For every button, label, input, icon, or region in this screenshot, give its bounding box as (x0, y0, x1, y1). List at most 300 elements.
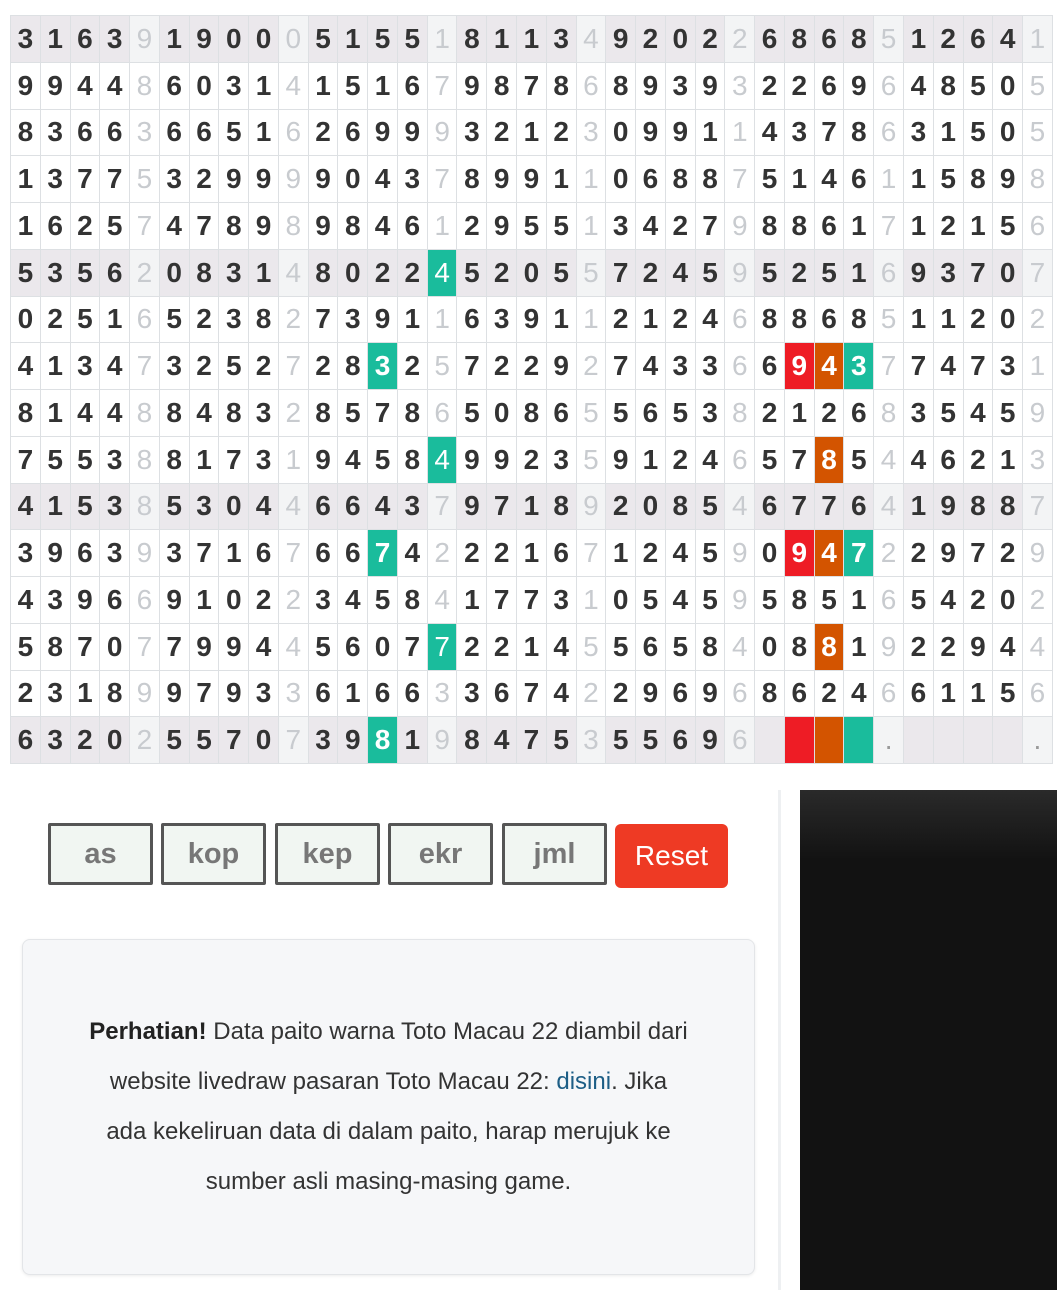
grid-cell: 0 (189, 62, 219, 109)
grid-cell: 5 (844, 436, 874, 483)
grid-cell: 5 (70, 249, 100, 296)
grid-cell: 7 (427, 156, 457, 203)
filter-kop-input[interactable] (161, 823, 266, 885)
grid-cell: 9 (189, 623, 219, 670)
grid-cell: 1 (903, 483, 933, 530)
grid-cell: 8 (963, 483, 993, 530)
grid-cell: 0 (338, 156, 368, 203)
grid-cell: 3 (606, 203, 636, 250)
grid-cell: 9 (933, 530, 963, 577)
grid-cell: 5 (70, 296, 100, 343)
grid-cell: 7 (159, 623, 189, 670)
grid-cell: 1 (844, 203, 874, 250)
grid-cell: 5 (636, 717, 666, 764)
grid-cell: 6 (874, 577, 904, 624)
grid-cell: 5 (963, 62, 993, 109)
grid-cell: 3 (40, 670, 70, 717)
grid-cell: 5 (159, 296, 189, 343)
grid-cell: 1 (903, 16, 933, 63)
grid-cell: 7 (1023, 249, 1053, 296)
grid-cell: 6 (70, 530, 100, 577)
grid-row (11, 436, 1053, 483)
grid-cell: 4 (11, 343, 41, 390)
grid-cell: 4 (695, 436, 725, 483)
grid-cell: 2 (755, 390, 785, 437)
grid-cell: 0 (665, 16, 695, 63)
grid-cell: 9 (368, 109, 398, 156)
grid-cell: 6 (755, 16, 785, 63)
grid-cell: 8 (517, 390, 547, 437)
grid-cell: 2 (130, 249, 160, 296)
grid-cell: 3 (397, 156, 427, 203)
grid-cell: 1 (249, 62, 279, 109)
grid-cell: 2 (963, 296, 993, 343)
grid-cell: 7 (874, 203, 904, 250)
grid-cell: 9 (993, 156, 1023, 203)
grid-cell: 3 (70, 343, 100, 390)
grid-cell: 7 (814, 483, 844, 530)
grid-cell: 4 (427, 577, 457, 624)
grid-cell: 3 (130, 109, 160, 156)
grid-cell: 3 (189, 483, 219, 530)
grid-cell: 5 (219, 109, 249, 156)
grid-cell: 6 (159, 62, 189, 109)
notice-text-1: Data paito warna Toto Macau 22 diambil dari website livedraw pasaran Toto Macau 22: (109, 1018, 688, 1095)
grid-cell: 9 (636, 670, 666, 717)
grid-cell: 6 (814, 62, 844, 109)
grid-cell: 1 (903, 203, 933, 250)
grid-cell: 2 (546, 109, 576, 156)
grid-cell: 7 (189, 670, 219, 717)
filter-as-input[interactable] (48, 823, 153, 885)
grid-cell: 2 (903, 530, 933, 577)
grid-cell: 2 (189, 343, 219, 390)
grid-cell: 8 (993, 483, 1023, 530)
grid-cell: 2 (695, 16, 725, 63)
grid-cell: 0 (368, 623, 398, 670)
grid-cell: 1 (397, 296, 427, 343)
grid-cell: 7 (784, 483, 814, 530)
grid-cell: 6 (814, 16, 844, 63)
grid-cell: 3 (546, 16, 576, 63)
grid-cell: 1 (457, 577, 487, 624)
grid-cell: 9 (725, 203, 755, 250)
grid-cell: 4 (695, 296, 725, 343)
grid-cell: 6 (308, 670, 338, 717)
grid-cell: 7 (427, 623, 457, 670)
grid-cell: 3 (100, 16, 130, 63)
grid-cell: 7 (278, 717, 308, 764)
grid-cell: 5 (457, 390, 487, 437)
grid-cell: 4 (814, 156, 844, 203)
grid-cell: 5 (933, 156, 963, 203)
grid-cell: 6 (368, 670, 398, 717)
grid-cell: 9 (725, 530, 755, 577)
grid-cell: 5 (457, 249, 487, 296)
grid-row (11, 156, 1053, 203)
grid-cell: 5 (903, 577, 933, 624)
grid-cell: 6 (189, 109, 219, 156)
grid-cell: 0 (517, 249, 547, 296)
grid-cell: 9 (665, 109, 695, 156)
grid-cell: 5 (70, 483, 100, 530)
grid-cell: 6 (725, 436, 755, 483)
grid-cell: 6 (844, 156, 874, 203)
grid-cell: 8 (784, 577, 814, 624)
grid-cell: 2 (606, 296, 636, 343)
grid-cell: 6 (755, 483, 785, 530)
grid-cell: 9 (249, 203, 279, 250)
grid-cell: 8 (130, 390, 160, 437)
grid-cell: 3 (249, 670, 279, 717)
grid-cell: 2 (963, 436, 993, 483)
grid-cell: 4 (11, 483, 41, 530)
grid-cell: 8 (546, 62, 576, 109)
grid-row (11, 109, 1053, 156)
grid-cell: 9 (874, 623, 904, 670)
grid-cell: 8 (606, 62, 636, 109)
grid-cell: 2 (457, 530, 487, 577)
grid-cell: 8 (546, 483, 576, 530)
grid-cell: 3 (249, 390, 279, 437)
grid-cell: 5 (159, 717, 189, 764)
grid-cell: 7 (784, 436, 814, 483)
grid-cell: 3 (100, 436, 130, 483)
grid-cell: 1 (963, 203, 993, 250)
grid-cell: 7 (1023, 483, 1053, 530)
grid-cell: 5 (368, 577, 398, 624)
grid-cell: 5 (993, 390, 1023, 437)
grid-cell: 5 (338, 62, 368, 109)
grid-cell: 7 (219, 436, 249, 483)
grid-cell: 3 (427, 670, 457, 717)
grid-cell: 4 (963, 390, 993, 437)
grid-cell: 8 (457, 156, 487, 203)
grid-cell: 3 (40, 717, 70, 764)
source-link[interactable]: disini (556, 1068, 612, 1095)
grid-cell: 6 (636, 390, 666, 437)
grid-cell: 8 (397, 577, 427, 624)
grid-cell: 4 (427, 249, 457, 296)
grid-cell (963, 717, 993, 764)
grid-cell: 6 (130, 577, 160, 624)
grid-cell: 6 (874, 670, 904, 717)
grid-cell: 1 (725, 109, 755, 156)
grid-cell (844, 717, 874, 764)
grid-cell: 6 (874, 249, 904, 296)
grid-cell: 1 (517, 530, 547, 577)
grid-cell: 5 (1023, 62, 1053, 109)
grid-cell: 7 (70, 156, 100, 203)
grid-cell: 8 (100, 670, 130, 717)
grid-cell: 1 (636, 296, 666, 343)
grid-cell: 3 (487, 296, 517, 343)
grid-cell: 9 (130, 670, 160, 717)
grid-cell: 3 (159, 156, 189, 203)
filter-kep-input[interactable] (275, 823, 380, 885)
grid-cell: 6 (844, 390, 874, 437)
grid-cell: 4 (427, 436, 457, 483)
grid-cell: 0 (755, 623, 785, 670)
grid-cell: 3 (903, 390, 933, 437)
grid-cell: 7 (874, 343, 904, 390)
grid-cell: 1 (249, 249, 279, 296)
grid-cell: 0 (100, 717, 130, 764)
grid-cell: 5 (11, 249, 41, 296)
grid-cell: 2 (933, 16, 963, 63)
grid-cell: 6 (903, 670, 933, 717)
grid-cell: 2 (397, 343, 427, 390)
grid-cell: 4 (844, 670, 874, 717)
grid-cell: 5 (606, 390, 636, 437)
grid-cell: 4 (665, 249, 695, 296)
grid-cell: 8 (784, 203, 814, 250)
grid-cell (933, 717, 963, 764)
grid-cell: 0 (606, 109, 636, 156)
grid-cell: 4 (338, 577, 368, 624)
grid-cell: 1 (338, 670, 368, 717)
grid-cell: 3 (40, 577, 70, 624)
grid-cell: 6 (70, 16, 100, 63)
grid-cell: 3 (308, 577, 338, 624)
grid-cell: 8 (338, 343, 368, 390)
grid-cell: 2 (636, 16, 666, 63)
grid-cell: 3 (100, 483, 130, 530)
grid-cell (814, 717, 844, 764)
grid-cell: 6 (338, 530, 368, 577)
grid-cell: 8 (457, 717, 487, 764)
grid-cell: 9 (606, 16, 636, 63)
grid-cell: 3 (665, 343, 695, 390)
grid-cell: 8 (1023, 156, 1053, 203)
grid-cell: 4 (368, 156, 398, 203)
grid-cell: 5 (993, 670, 1023, 717)
grid-cell: 1 (189, 436, 219, 483)
grid-cell: 2 (963, 577, 993, 624)
grid-cell: 4 (159, 203, 189, 250)
grid-cell: 6 (755, 343, 785, 390)
grid-cell: 2 (11, 670, 41, 717)
grid-cell: 6 (70, 109, 100, 156)
grid-cell: 6 (100, 577, 130, 624)
grid-cell: 8 (130, 483, 160, 530)
grid-cell: 5 (695, 483, 725, 530)
grid-cell: 5 (874, 296, 904, 343)
grid-cell: 8 (695, 623, 725, 670)
grid-cell: 9 (457, 436, 487, 483)
grid-cell: 1 (40, 483, 70, 530)
grid-cell: 2 (278, 390, 308, 437)
grid-cell: 5 (695, 577, 725, 624)
grid-cell: 8 (755, 203, 785, 250)
grid-cell: 0 (993, 577, 1023, 624)
grid-cell: 3 (933, 249, 963, 296)
grid-cell: 8 (784, 16, 814, 63)
grid-cell: 8 (665, 156, 695, 203)
grid-cell: 4 (636, 343, 666, 390)
grid-cell: 5 (665, 390, 695, 437)
grid-cell: 3 (695, 343, 725, 390)
filter-ekr-input[interactable] (388, 823, 493, 885)
grid-cell: 3 (338, 296, 368, 343)
grid-cell: 7 (725, 156, 755, 203)
grid-cell: 3 (368, 343, 398, 390)
grid-row (11, 530, 1053, 577)
grid-cell: 5 (755, 249, 785, 296)
grid-row (11, 343, 1053, 390)
grid-cell: 7 (189, 203, 219, 250)
grid-cell: 1 (993, 436, 1023, 483)
filter-jml-input[interactable] (502, 823, 607, 885)
grid-cell: 6 (546, 390, 576, 437)
grid-cell: 3 (219, 296, 249, 343)
grid-cell: 1 (11, 156, 41, 203)
grid-cell: 0 (249, 717, 279, 764)
grid-cell: 3 (576, 717, 606, 764)
grid-cell: 3 (40, 109, 70, 156)
grid-cell: 8 (457, 16, 487, 63)
grid-cell: 9 (487, 436, 517, 483)
grid-cell: 8 (40, 623, 70, 670)
grid-cell: 8 (844, 16, 874, 63)
grid-cell: 3 (457, 670, 487, 717)
grid-cell: 9 (338, 717, 368, 764)
grid-cell: 7 (963, 530, 993, 577)
grid-cell: 0 (993, 296, 1023, 343)
grid-cell: 7 (278, 530, 308, 577)
grid-cell: 5 (665, 623, 695, 670)
grid-cell: 9 (368, 296, 398, 343)
grid-cell: 4 (189, 390, 219, 437)
grid-cell: 6 (397, 203, 427, 250)
grid-cell: 9 (249, 156, 279, 203)
grid-cell: 9 (130, 530, 160, 577)
grid-cell: 8 (725, 390, 755, 437)
grid-cell: 6 (308, 483, 338, 530)
grid-cell: 0 (338, 249, 368, 296)
grid-cell: 6 (40, 203, 70, 250)
grid-cell: 4 (546, 670, 576, 717)
grid-cell: 8 (189, 249, 219, 296)
grid-cell: 5 (219, 343, 249, 390)
grid-cell: 5 (368, 436, 398, 483)
grid-cell: 0 (993, 109, 1023, 156)
grid-cell: 6 (427, 390, 457, 437)
grid-cell: 8 (487, 62, 517, 109)
grid-cell: 2 (40, 296, 70, 343)
grid-cell: 7 (517, 670, 547, 717)
grid-cell: 9 (636, 62, 666, 109)
grid-cell: 5 (576, 249, 606, 296)
grid-cell: 5 (11, 623, 41, 670)
grid-cell: 4 (487, 717, 517, 764)
grid-cell: 4 (11, 577, 41, 624)
grid-cell: 5 (576, 390, 606, 437)
grid-cell: 6 (338, 623, 368, 670)
grid-cell (784, 717, 814, 764)
grid-cell: 0 (219, 483, 249, 530)
grid-cell: 1 (427, 203, 457, 250)
grid-cell: 7 (517, 577, 547, 624)
grid-cell: 2 (487, 249, 517, 296)
grid-cell: 7 (903, 343, 933, 390)
grid-cell: 9 (725, 577, 755, 624)
grid-cell: 2 (189, 296, 219, 343)
grid-cell: 9 (576, 483, 606, 530)
grid-cell: 3 (11, 16, 41, 63)
grid-cell: 7 (814, 109, 844, 156)
grid-cell: 5 (993, 203, 1023, 250)
grid-cell: 4 (397, 530, 427, 577)
grid-cell: 7 (606, 343, 636, 390)
grid-cell: 4 (874, 483, 904, 530)
reset-button[interactable]: Reset (615, 824, 728, 888)
grid-cell: 1 (1023, 16, 1053, 63)
grid-cell: 2 (1023, 577, 1053, 624)
grid-cell: 0 (249, 16, 279, 63)
grid-cell: 8 (159, 390, 189, 437)
grid-cell: 5 (636, 577, 666, 624)
grid-cell: 8 (130, 62, 160, 109)
grid-cell: 3 (100, 530, 130, 577)
grid-cell: 5 (308, 623, 338, 670)
grid-cell: 7 (130, 623, 160, 670)
grid-cell: 4 (665, 577, 695, 624)
grid-cell: 0 (993, 249, 1023, 296)
grid-cell: 1 (517, 483, 547, 530)
grid-cell: 7 (308, 296, 338, 343)
grid-cell (903, 717, 933, 764)
grid-cell: 2 (755, 62, 785, 109)
grid-cell: 5 (70, 436, 100, 483)
grid-cell: 4 (278, 483, 308, 530)
grid-cell: 2 (487, 623, 517, 670)
grid-cell: 9 (427, 109, 457, 156)
grid-cell: 2 (517, 343, 547, 390)
grid-cell: 8 (159, 436, 189, 483)
grid-cell: 1 (933, 670, 963, 717)
grid-cell: 8 (933, 62, 963, 109)
grid-cell: 6 (874, 109, 904, 156)
grid-cell: 8 (308, 249, 338, 296)
grid-cell: 6 (844, 483, 874, 530)
grid-cell: 4 (338, 436, 368, 483)
grid-cell: 4 (368, 483, 398, 530)
grid-cell: 4 (278, 623, 308, 670)
grid-cell: 5 (755, 436, 785, 483)
grid-cell: 7 (517, 717, 547, 764)
grid-cell: 7 (963, 249, 993, 296)
grid-cell: 5 (100, 203, 130, 250)
grid-cell: 2 (903, 623, 933, 670)
grid-cell: 9 (636, 109, 666, 156)
grid-cell: 4 (725, 623, 755, 670)
grid-cell: 3 (308, 717, 338, 764)
grid-cell: 1 (517, 16, 547, 63)
grid-cell: 9 (40, 530, 70, 577)
grid-cell: 1 (11, 203, 41, 250)
grid-cell: 2 (517, 436, 547, 483)
grid-cell: 8 (874, 390, 904, 437)
grid-cell: 4 (1023, 623, 1053, 670)
grid-cell: 1 (963, 670, 993, 717)
grid-cell: 4 (576, 16, 606, 63)
grid-cell: 7 (278, 343, 308, 390)
grid-cell: 6 (338, 483, 368, 530)
grid-cell: 9 (487, 156, 517, 203)
grid-cell: 6 (725, 296, 755, 343)
grid-cell: 5 (1023, 109, 1053, 156)
